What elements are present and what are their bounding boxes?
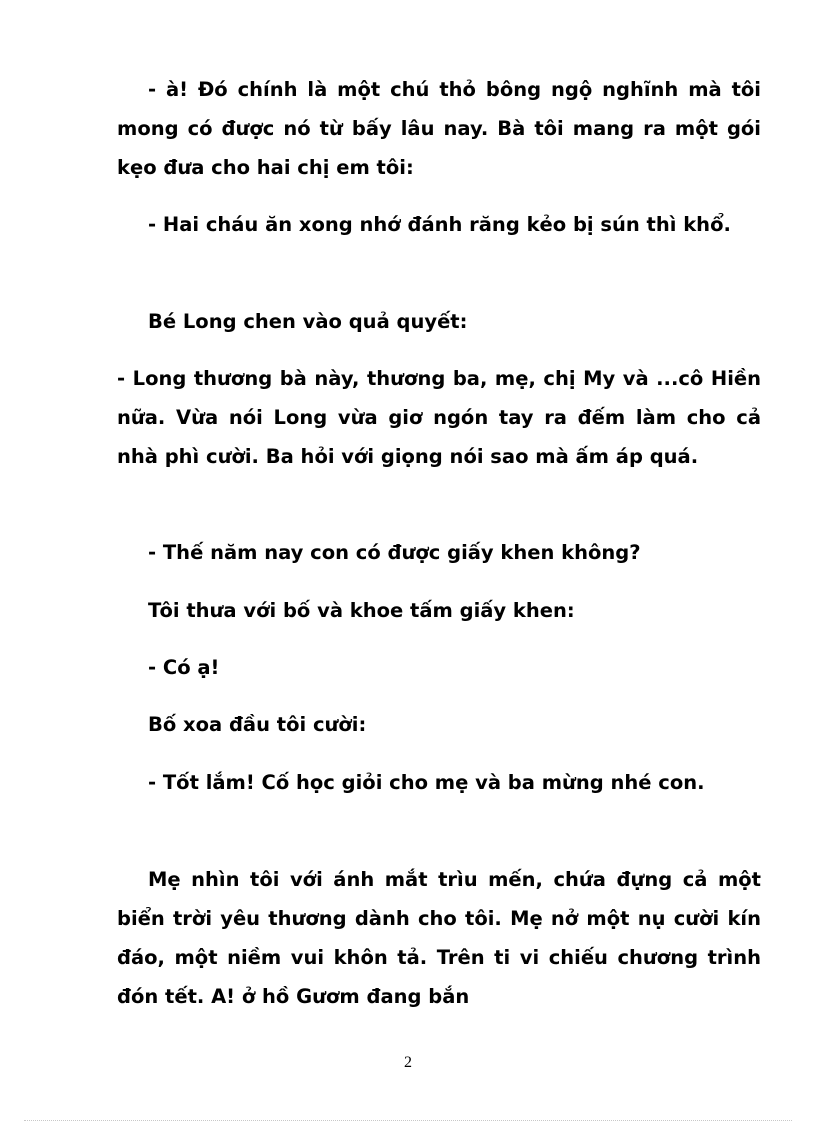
paragraph-5: - Thế năm nay con có được giấy khen không?: [148, 541, 641, 564]
paragraph-7: - Có ạ!: [148, 656, 220, 679]
paragraph-4: - Long thương bà này, thương ba, mẹ, chị My và ...cô Hiền nữa. Vừa nói Long vừa giơ ngón tay ra đếm làm cho cả nhà phì cười. Ba hỏi với giọng nói sao mà ấm áp quá.: [117, 367, 761, 468]
footer-divider: [24, 1120, 792, 1121]
paragraph-9: - Tốt lắm! Cố học giỏi cho mẹ và ba mừng nhé con.: [148, 771, 705, 794]
paragraph-6: Tôi thưa với bố và khoe tấm giấy khen:: [148, 599, 575, 622]
paragraph-8: Bố xoa đầu tôi cười:: [148, 713, 367, 736]
paragraph-10: Mẹ nhìn tôi với ánh mắt trìu mến, chứa đựng cả một biển trời yêu thương dành cho tôi. Mẹ nở một nụ cười kín đáo, một niềm vui khôn tả. Trên ti vi chiếu chương trình đón tết. A! ở hồ Gươm đang bắn: [117, 868, 761, 1008]
paragraph-2: - Hai cháu ăn xong nhớ đánh răng kẻo bị sún thì khổ.: [148, 213, 731, 236]
paragraph-3: Bé Long chen vào quả quyết:: [148, 310, 468, 333]
paragraph-1: - à! Đó chính là một chú thỏ bông ngộ nghĩnh mà tôi mong có được nó từ bấy lâu nay. Bà tôi mang ra một gói kẹo đưa cho hai chị em tôi:: [117, 78, 761, 179]
page-number: 2: [404, 1054, 412, 1071]
